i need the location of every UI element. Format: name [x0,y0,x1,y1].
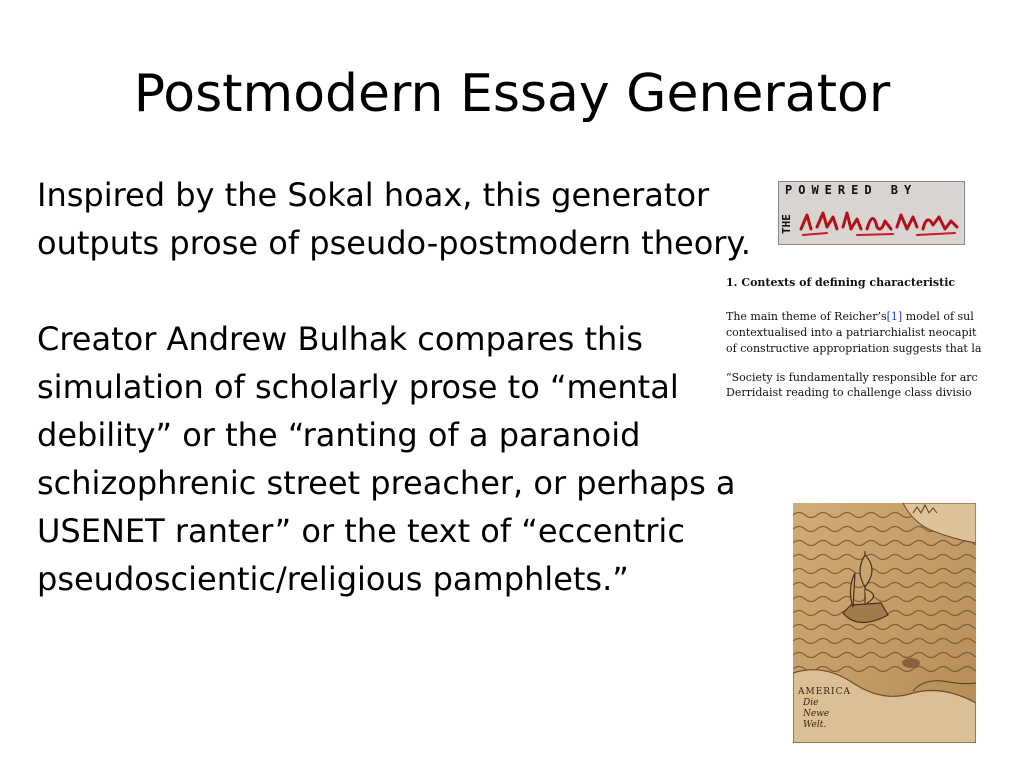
paragraph-intro: Inspired by the Sokal hoax, this generator outputs prose of pseudo-postmodern theory. [37,176,751,262]
logo-name-text: dada engine [801,241,808,242]
map-label-america: AMERICA [798,687,852,697]
snippet-line: of constructive appropriation suggests that la [726,342,982,355]
powered-by-dada-engine-logo [778,181,965,245]
old-map-image [793,503,976,743]
logo-the-text: THE [780,214,793,234]
logo-powered-by-text: POWERED BY [785,183,918,197]
snippet-line: The main theme of Reicher’s[1] model of sul [726,310,974,323]
dada-engine-wordmark-icon [797,199,962,243]
snippet-line: Derridaist reading to challenge class divisio [726,386,972,399]
snippet-line: contextualised into a patriarchialist neocapit [726,326,977,339]
snippet-heading: 1. Contexts of defining characteristic [726,276,956,289]
paragraph-quote: Creator Andrew Bulhak compares this simulation of scholarly prose to “mental debility” or the “ranting of a paranoid schizophrenic street preacher, or perhaps a USENET ranter” or the text of “eccentric pseudoscientic/religious pamphlets.” [37,320,736,598]
map-label-newe-welt: Die Newe Welt. [803,698,830,730]
slide-title: Postmodern Essay Generator [133,64,891,124]
snippet-reference-link: [1] [886,310,903,323]
snippet-line: “Society is fundamentally responsible for arc [726,371,978,384]
generated-essay-screenshot [722,270,984,402]
slide-body [37,171,777,603]
